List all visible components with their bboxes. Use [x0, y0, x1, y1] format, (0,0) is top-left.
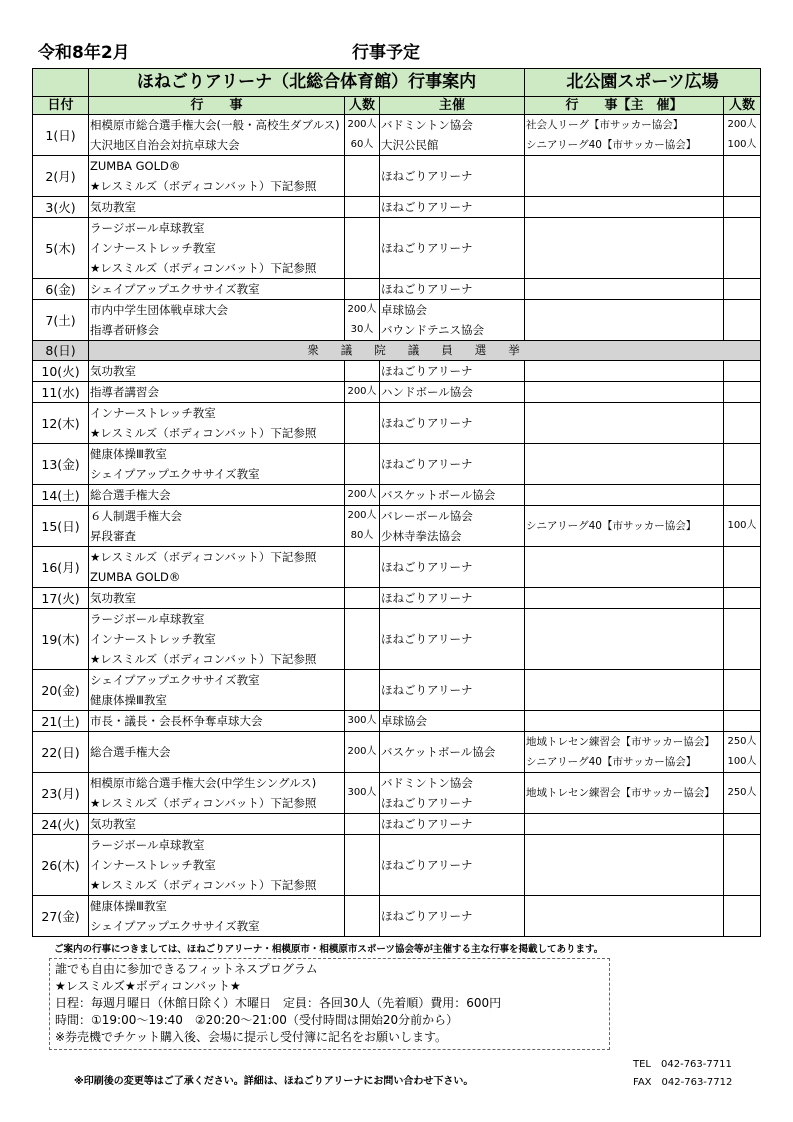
- event-cell-line: インナーストレッチ教室: [90, 632, 216, 646]
- table-row: [33, 279, 761, 300]
- north-count-cell-line: 100人: [727, 520, 757, 531]
- north-count-cell: [724, 547, 761, 588]
- north-count-cell: [724, 279, 761, 300]
- table-row: [33, 835, 761, 896]
- event-cell-line: 総合選手権大会: [90, 745, 171, 759]
- table-row: [33, 609, 761, 670]
- north-count-cell: [724, 670, 761, 711]
- host-cell-line: バスケットボール協会: [381, 745, 496, 759]
- event-cell: [89, 156, 345, 197]
- event-cell: [89, 115, 345, 156]
- date-cell: 7(土): [33, 300, 89, 341]
- host-cell: [380, 300, 525, 341]
- table-row: [33, 711, 761, 732]
- north-event-cell: [525, 814, 724, 835]
- date-cell: 2(月): [33, 156, 89, 197]
- event-cell-line: インナーストレッチ教室: [90, 406, 216, 420]
- event-cell-line: ★レスミルズ（ボディコンバット）下記参照: [90, 796, 317, 810]
- host-cell-line: ほねごりアリーナ: [381, 560, 473, 574]
- date-cell: 17(火): [33, 588, 89, 609]
- event-cell-line: 相模原市総合選手権大会(一般・高校生ダブルス): [90, 118, 340, 132]
- host-cell-line: バドミントン協会: [381, 776, 473, 790]
- corner-cell: [33, 69, 89, 97]
- date-cell: 11(水): [33, 382, 89, 403]
- host-cell-line: バウンドテニス協会: [381, 323, 485, 337]
- host-cell: [380, 279, 525, 300]
- event-cell: [89, 485, 345, 506]
- event-cell-line: 気功教室: [90, 591, 136, 605]
- host-cell-line: 少林寺拳法協会: [381, 529, 462, 543]
- table-row: [33, 361, 761, 382]
- footer-note: ※印刷後の変更等はご了承ください。詳細は、ほねごりアリーナにお問い合わせ下さい。: [74, 1076, 474, 1087]
- event-cell: [89, 588, 345, 609]
- host-cell-line: ほねごりアリーナ: [381, 457, 473, 471]
- count-cell: [345, 156, 380, 197]
- event-cell-line: 健康体操Ⅲ教室: [90, 693, 167, 707]
- north-event-cell-line: 地域トレセン練習会【市サッカー協会】: [526, 736, 715, 748]
- count-cell: [345, 711, 380, 732]
- host-cell-line: バドミントン協会: [381, 118, 473, 132]
- count-cell: [345, 300, 380, 341]
- count-cell-line: 200人: [347, 304, 377, 315]
- event-cell: [89, 814, 345, 835]
- count-cell-line: 200人: [347, 510, 377, 521]
- event-cell-line: シェイプアップエクササイズ教室: [90, 282, 260, 296]
- page-title: 行事予定: [352, 43, 420, 63]
- count-cell: [345, 896, 380, 937]
- host-cell: [380, 609, 525, 670]
- host-cell-line: ほねごりアリーナ: [381, 817, 473, 831]
- host-cell-line: ほねごりアリーナ: [381, 796, 473, 810]
- event-cell-line: ★レスミルズ（ボディコンバット）下記参照: [90, 878, 317, 892]
- north-count-cell: [724, 115, 761, 156]
- north-count-cell: [724, 896, 761, 937]
- event-cell-line: 昇段審査: [90, 529, 136, 543]
- north-event-cell-line: シニアリーグ40【市サッカー協会】: [526, 756, 697, 768]
- north-event-cell: [525, 588, 724, 609]
- count-cell: [345, 218, 380, 279]
- count-cell: [345, 547, 380, 588]
- date-cell: 20(金): [33, 670, 89, 711]
- north-count-cell: [724, 444, 761, 485]
- count-cell: [345, 732, 380, 773]
- north-event-cell: [525, 197, 724, 218]
- north-event-cell: [525, 773, 724, 814]
- north-count-cell: [724, 300, 761, 341]
- date-cell: 3(火): [33, 197, 89, 218]
- table-title-row: [33, 69, 761, 97]
- host-cell-line: ほねごりアリーナ: [381, 416, 473, 430]
- count-cell-line: 300人: [347, 787, 377, 798]
- host-cell: [380, 896, 525, 937]
- table-row: [33, 588, 761, 609]
- event-cell: [89, 547, 345, 588]
- host-cell-line: ほねごりアリーナ: [381, 909, 473, 923]
- count-cell: [345, 444, 380, 485]
- schedule-table: [32, 68, 761, 937]
- date-cell: 6(金): [33, 279, 89, 300]
- north-event-cell: [525, 732, 724, 773]
- count-cell-line: 200人: [347, 746, 377, 757]
- date-cell: 8(日): [33, 341, 89, 361]
- program-line: ※券売機でチケット購入後、会場に提示し受付簿に記名をお願いします。: [55, 1030, 448, 1044]
- fax: FAX 042-763-7712: [633, 1077, 733, 1088]
- date-cell: 1(日): [33, 115, 89, 156]
- table-row: [33, 300, 761, 341]
- date-cell: 14(土): [33, 485, 89, 506]
- north-count-cell: [724, 588, 761, 609]
- event-cell-line: 気功教室: [90, 817, 136, 831]
- north-event-cell-line: 社会人リーグ【市サッカー協会】: [526, 119, 684, 131]
- event-cell-line: 健康体操Ⅲ教室: [90, 899, 167, 913]
- event-cell-line: インナーストレッチ教室: [90, 858, 216, 872]
- host-cell: [380, 547, 525, 588]
- event-cell-line: 指導者研修会: [90, 323, 159, 337]
- date-cell: 22(日): [33, 732, 89, 773]
- host-cell-line: バスケットボール協会: [381, 488, 496, 502]
- host-cell: [380, 835, 525, 896]
- event-cell-line: 健康体操Ⅲ教室: [90, 447, 167, 461]
- count-cell: [345, 403, 380, 444]
- host-cell: [380, 588, 525, 609]
- north-count-cell: [724, 506, 761, 547]
- host-cell: [380, 156, 525, 197]
- event-cell: [89, 279, 345, 300]
- event-cell: [89, 506, 345, 547]
- event-cell: [89, 896, 345, 937]
- count-cell-line: 200人: [347, 489, 377, 500]
- north-event-cell: [525, 279, 724, 300]
- host-cell: [380, 382, 525, 403]
- host-cell-line: 卓球協会: [381, 714, 427, 728]
- column-header-row: [33, 97, 761, 115]
- table-row: [33, 197, 761, 218]
- event-cell-line: 市内中学生団体戦卓球大会: [90, 303, 228, 317]
- host-cell-line: ほねごりアリーナ: [381, 169, 473, 183]
- host-cell: [380, 506, 525, 547]
- event-cell: [89, 444, 345, 485]
- tel: TEL 042-763-7711: [633, 1059, 732, 1070]
- north-event-cell: [525, 115, 724, 156]
- event-cell-line: 相模原市総合選手権大会(中学生シングルス): [90, 776, 317, 790]
- host-cell-line: ほねごりアリーナ: [381, 683, 473, 697]
- host-cell: [380, 732, 525, 773]
- host-cell-line: ハンドボール協会: [381, 385, 473, 399]
- count-cell: [345, 670, 380, 711]
- table-row: [33, 218, 761, 279]
- north-event-cell: [525, 609, 724, 670]
- north-event-cell-line: 地域トレセン練習会【市サッカー協会】: [526, 787, 715, 799]
- count-cell-line: 200人: [347, 386, 377, 397]
- north-event-cell: [525, 506, 724, 547]
- count-cell: [345, 506, 380, 547]
- event-cell: [89, 773, 345, 814]
- north-event-cell: [525, 361, 724, 382]
- event-cell-line: ZUMBA GOLD®: [90, 570, 181, 584]
- event-cell-line: 気功教室: [90, 200, 136, 214]
- program-line: 誰でも自由に参加できるフィットネスプログラム: [55, 962, 318, 976]
- table-row: [33, 670, 761, 711]
- host-cell-line: ほねごりアリーナ: [381, 632, 473, 646]
- host-cell-line: 大沢公民館: [381, 138, 439, 152]
- host-cell-line: ほねごりアリーナ: [381, 241, 473, 255]
- event-cell-line: ★レスミルズ（ボディコンバット）下記参照: [90, 179, 317, 193]
- table-row: [33, 506, 761, 547]
- table-row: [33, 773, 761, 814]
- table-row: [33, 115, 761, 156]
- host-cell: [380, 485, 525, 506]
- header-date: 令和8年2月: [38, 43, 130, 63]
- north-event-cell: [525, 670, 724, 711]
- program-box: [49, 958, 610, 1050]
- event-cell: [89, 300, 345, 341]
- north-count-cell: [724, 485, 761, 506]
- count-cell-line: 300人: [347, 715, 377, 726]
- north-count-cell: [724, 361, 761, 382]
- host-cell-line: ほねごりアリーナ: [381, 591, 473, 605]
- host-cell: [380, 814, 525, 835]
- count-cell: [345, 814, 380, 835]
- col-event: 行 事: [89, 97, 345, 115]
- north-count-cell: [724, 197, 761, 218]
- north-count-cell: [724, 732, 761, 773]
- table-row: [33, 896, 761, 937]
- host-cell-line: ほねごりアリーナ: [381, 858, 473, 872]
- north-count-cell-line: 250人: [727, 787, 757, 798]
- event-cell-line: ★レスミルズ（ボディコンバット）下記参照: [90, 261, 317, 275]
- date-cell: 24(火): [33, 814, 89, 835]
- program-line: 日程：毎週月曜日（休館日除く）木曜日 定員：各回30人（先着順）費用：600円: [55, 996, 502, 1010]
- north-count-cell-line: 250人: [727, 736, 757, 747]
- event-cell-line: シェイプアップエクササイズ教室: [90, 919, 260, 933]
- event-cell-line: シェイプアップエクササイズ教室: [90, 467, 260, 481]
- election-band: 衆議院議員選挙: [89, 341, 761, 361]
- north-event-cell-line: シニアリーグ40【市サッカー協会】: [526, 139, 697, 151]
- event-cell: [89, 835, 345, 896]
- col-host: 主催: [380, 97, 525, 115]
- north-count-cell: [724, 156, 761, 197]
- north-title: 北公園スポーツ広場: [525, 69, 761, 97]
- host-cell: [380, 711, 525, 732]
- event-cell: [89, 382, 345, 403]
- event-cell-line: ZUMBA GOLD®: [90, 159, 181, 173]
- table-row: [33, 403, 761, 444]
- col-date: 日付: [33, 97, 89, 115]
- program-line: 時間：①19:00～19:40 ②20:20～21:00（受付時間は開始20分前から）: [55, 1013, 459, 1027]
- host-cell-line: ほねごりアリーナ: [381, 200, 473, 214]
- date-cell: 16(月): [33, 547, 89, 588]
- event-cell: [89, 670, 345, 711]
- event-cell: [89, 197, 345, 218]
- table-row: [33, 547, 761, 588]
- north-event-cell: [525, 403, 724, 444]
- host-cell: [380, 403, 525, 444]
- table-row: [33, 444, 761, 485]
- north-event-cell: [525, 711, 724, 732]
- north-event-cell: [525, 444, 724, 485]
- event-cell: [89, 218, 345, 279]
- north-event-cell: [525, 835, 724, 896]
- event-cell-line: ラージボール卓球教室: [90, 221, 205, 235]
- north-event-cell-line: シニアリーグ40【市サッカー協会】: [526, 520, 697, 532]
- col-count: 人数: [345, 97, 380, 115]
- event-cell-line: 大沢地区自治会対抗卓球大会: [90, 138, 240, 152]
- north-event-cell: [525, 485, 724, 506]
- date-cell: 19(木): [33, 609, 89, 670]
- event-cell-line: インナーストレッチ教室: [90, 241, 216, 255]
- date-cell: 15(日): [33, 506, 89, 547]
- event-cell: [89, 361, 345, 382]
- north-count-cell-line: 200人: [727, 119, 757, 130]
- north-count-cell: [724, 218, 761, 279]
- event-cell-line: 市長・議長・会長杯争奪卓球大会: [90, 714, 263, 728]
- date-cell: 21(土): [33, 711, 89, 732]
- count-cell: [345, 382, 380, 403]
- north-count-cell: [724, 773, 761, 814]
- north-event-cell: [525, 896, 724, 937]
- host-cell: [380, 670, 525, 711]
- count-cell: [345, 588, 380, 609]
- table-row: [33, 382, 761, 403]
- count-cell-line: 30人: [350, 324, 374, 335]
- date-cell: 26(木): [33, 835, 89, 896]
- table-row: [33, 732, 761, 773]
- north-count-cell: [724, 835, 761, 896]
- date-cell: 5(木): [33, 218, 89, 279]
- col-north-event: 行 事【主 催】: [525, 97, 724, 115]
- event-cell-line: ★レスミルズ（ボディコンバット）下記参照: [90, 426, 317, 440]
- date-cell: 13(金): [33, 444, 89, 485]
- host-cell: [380, 197, 525, 218]
- date-cell: 23(月): [33, 773, 89, 814]
- col-north-count: 人数: [724, 97, 761, 115]
- count-cell-line: 200人: [347, 119, 377, 130]
- program-line: ★レスミルズ★ボディコンバット★: [55, 979, 241, 993]
- event-cell: [89, 609, 345, 670]
- north-count-cell: [724, 609, 761, 670]
- election-row: [33, 341, 761, 361]
- count-cell-line: 60人: [350, 139, 374, 150]
- event-cell-line: ６人制選手権大会: [90, 509, 182, 523]
- arena-title: ほねごりアリーナ（北総合体育館）行事案内: [89, 69, 525, 97]
- host-cell-line: 卓球協会: [381, 303, 427, 317]
- north-count-cell: [724, 403, 761, 444]
- north-count-cell: [724, 711, 761, 732]
- event-cell: [89, 711, 345, 732]
- north-count-cell: [724, 814, 761, 835]
- event-cell-line: 総合選手権大会: [90, 488, 171, 502]
- host-cell: [380, 115, 525, 156]
- north-event-cell: [525, 156, 724, 197]
- count-cell: [345, 197, 380, 218]
- event-cell: [89, 403, 345, 444]
- north-count-cell-line: 100人: [727, 756, 757, 767]
- count-cell: [345, 361, 380, 382]
- count-cell: [345, 609, 380, 670]
- north-event-cell: [525, 300, 724, 341]
- count-cell: [345, 115, 380, 156]
- count-cell: [345, 835, 380, 896]
- table-row: [33, 485, 761, 506]
- count-cell: [345, 279, 380, 300]
- event-cell-line: 気功教室: [90, 364, 136, 378]
- event-cell-line: ★レスミルズ（ボディコンバット）下記参照: [90, 652, 317, 666]
- north-count-cell: [724, 382, 761, 403]
- table-row: [33, 814, 761, 835]
- event-cell-line: シェイプアップエクササイズ教室: [90, 673, 260, 687]
- event-cell-line: ラージボール卓球教室: [90, 838, 205, 852]
- event-cell-line: 指導者講習会: [90, 385, 159, 399]
- count-cell: [345, 773, 380, 814]
- date-cell: 10(火): [33, 361, 89, 382]
- footnote: ご案内の行事につきましては、ほねごりアリーナ・相模原市・相模原市スポーツ協会等が主催する主な行事を掲載してあります。: [54, 944, 604, 955]
- north-event-cell: [525, 547, 724, 588]
- event-cell-line: ★レスミルズ（ボディコンバット）下記参照: [90, 550, 317, 564]
- event-cell: [89, 732, 345, 773]
- table-row: [33, 156, 761, 197]
- host-cell: [380, 444, 525, 485]
- count-cell-line: 80人: [350, 530, 374, 541]
- count-cell: [345, 485, 380, 506]
- host-cell: [380, 773, 525, 814]
- host-cell-line: ほねごりアリーナ: [381, 364, 473, 378]
- north-count-cell-line: 100人: [727, 139, 757, 150]
- north-event-cell: [525, 382, 724, 403]
- date-cell: 27(金): [33, 896, 89, 937]
- event-cell-line: ラージボール卓球教室: [90, 612, 205, 626]
- host-cell: [380, 218, 525, 279]
- host-cell: [380, 361, 525, 382]
- host-cell-line: ほねごりアリーナ: [381, 282, 473, 296]
- host-cell-line: バレーボール協会: [381, 509, 473, 523]
- date-cell: 12(木): [33, 403, 89, 444]
- north-event-cell: [525, 218, 724, 279]
